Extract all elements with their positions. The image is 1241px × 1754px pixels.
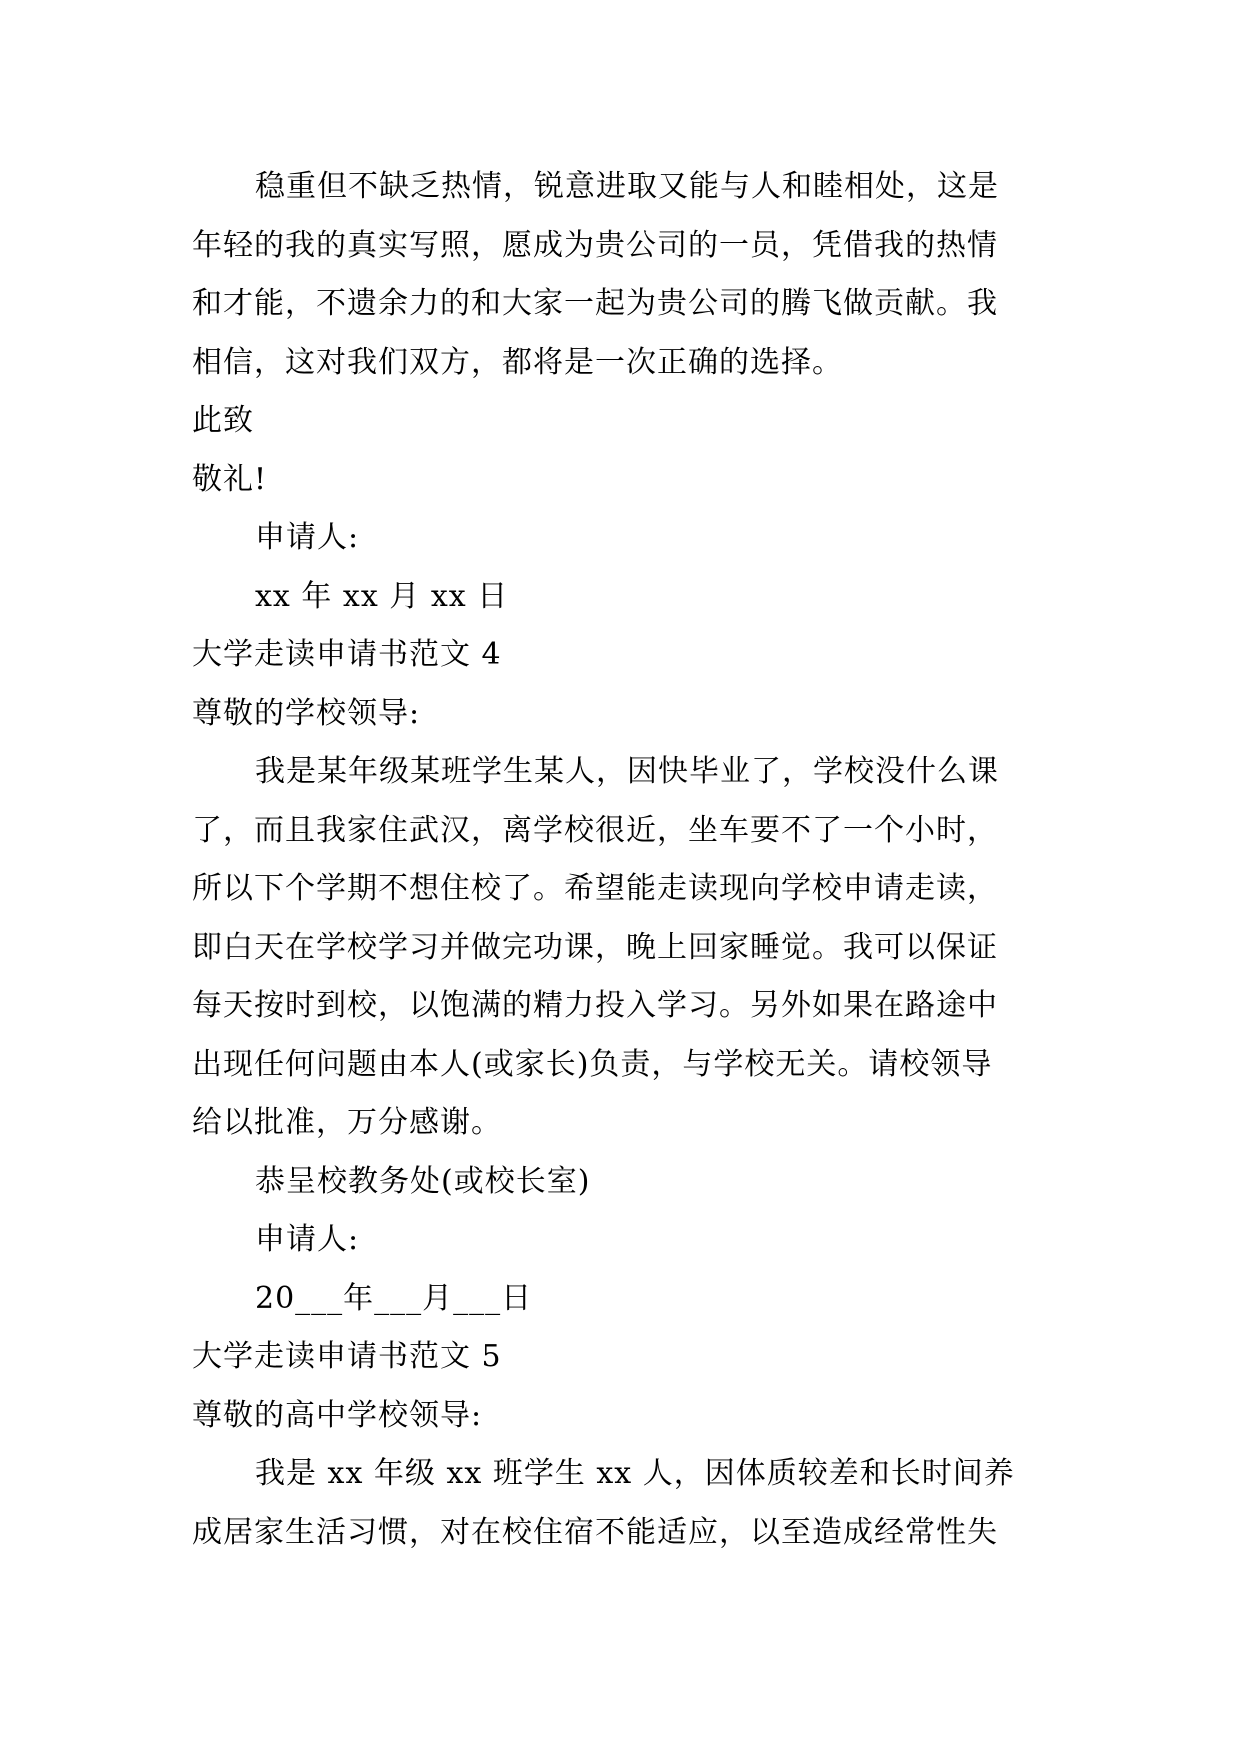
section-heading: 大学走读申请书范文 5 (192, 1339, 502, 1374)
paragraph-line: 即白天在学校学习并做完功课，晚上回家睡觉。我可以保证 (192, 929, 998, 965)
recipient-line: 恭呈校教务处(或校长室) (255, 1163, 591, 1199)
paragraph-line: 所以下个学期不想住校了。希望能走读现向学校申请走读， (192, 871, 998, 906)
paragraph-line: 年轻的我的真实写照，愿成为贵公司的一员，凭借我的热情 (192, 227, 998, 263)
date-line: 20___年___月___日 (255, 1280, 533, 1316)
applicant-label: 申请人: (255, 520, 360, 555)
greeting: 尊敬的高中学校领导: (192, 1397, 483, 1433)
closing-salutation: 此致 (192, 403, 254, 438)
paragraph-line: 出现任何问题由本人(或家长)负责，与学校无关。请校领导 (192, 1046, 993, 1082)
document-body (192, 158, 1060, 1562)
paragraph-line: 成居家生活习惯，对在校住宿不能适应，以至造成经常性失 (192, 1514, 998, 1550)
paragraph-line: 了，而且我家住武汉，离学校很近，坐车要不了一个小时， (192, 812, 998, 848)
paragraph-line: 和才能，不遗余力的和大家一起为贵公司的腾飞做贡献。我 (192, 286, 998, 321)
date-line: xx 年 xx 月 xx 日 (255, 578, 509, 614)
paragraph-line: 相信，这对我们双方，都将是一次正确的选择。 (192, 344, 843, 380)
paragraph-line: 我是某年级某班学生某人，因快毕业了，学校没什么课 (255, 754, 999, 789)
paragraph-line: 给以批准，万分感谢。 (192, 1105, 502, 1140)
section-heading: 大学走读申请书范文 4 (192, 637, 502, 672)
closing-regards: 敬礼! (192, 461, 268, 497)
applicant-label: 申请人: (255, 1222, 360, 1257)
paragraph-line: 我是 xx 年级 xx 班学生 xx 人，因体质较差和长时间养 (255, 1456, 1015, 1491)
greeting: 尊敬的学校领导: (192, 695, 421, 731)
paragraph-line: 每天按时到校，以饱满的精力投入学习。另外如果在路途中 (192, 988, 998, 1023)
paragraph-line: 稳重但不缺乏热情，锐意进取又能与人和睦相处，这是 (255, 169, 999, 204)
